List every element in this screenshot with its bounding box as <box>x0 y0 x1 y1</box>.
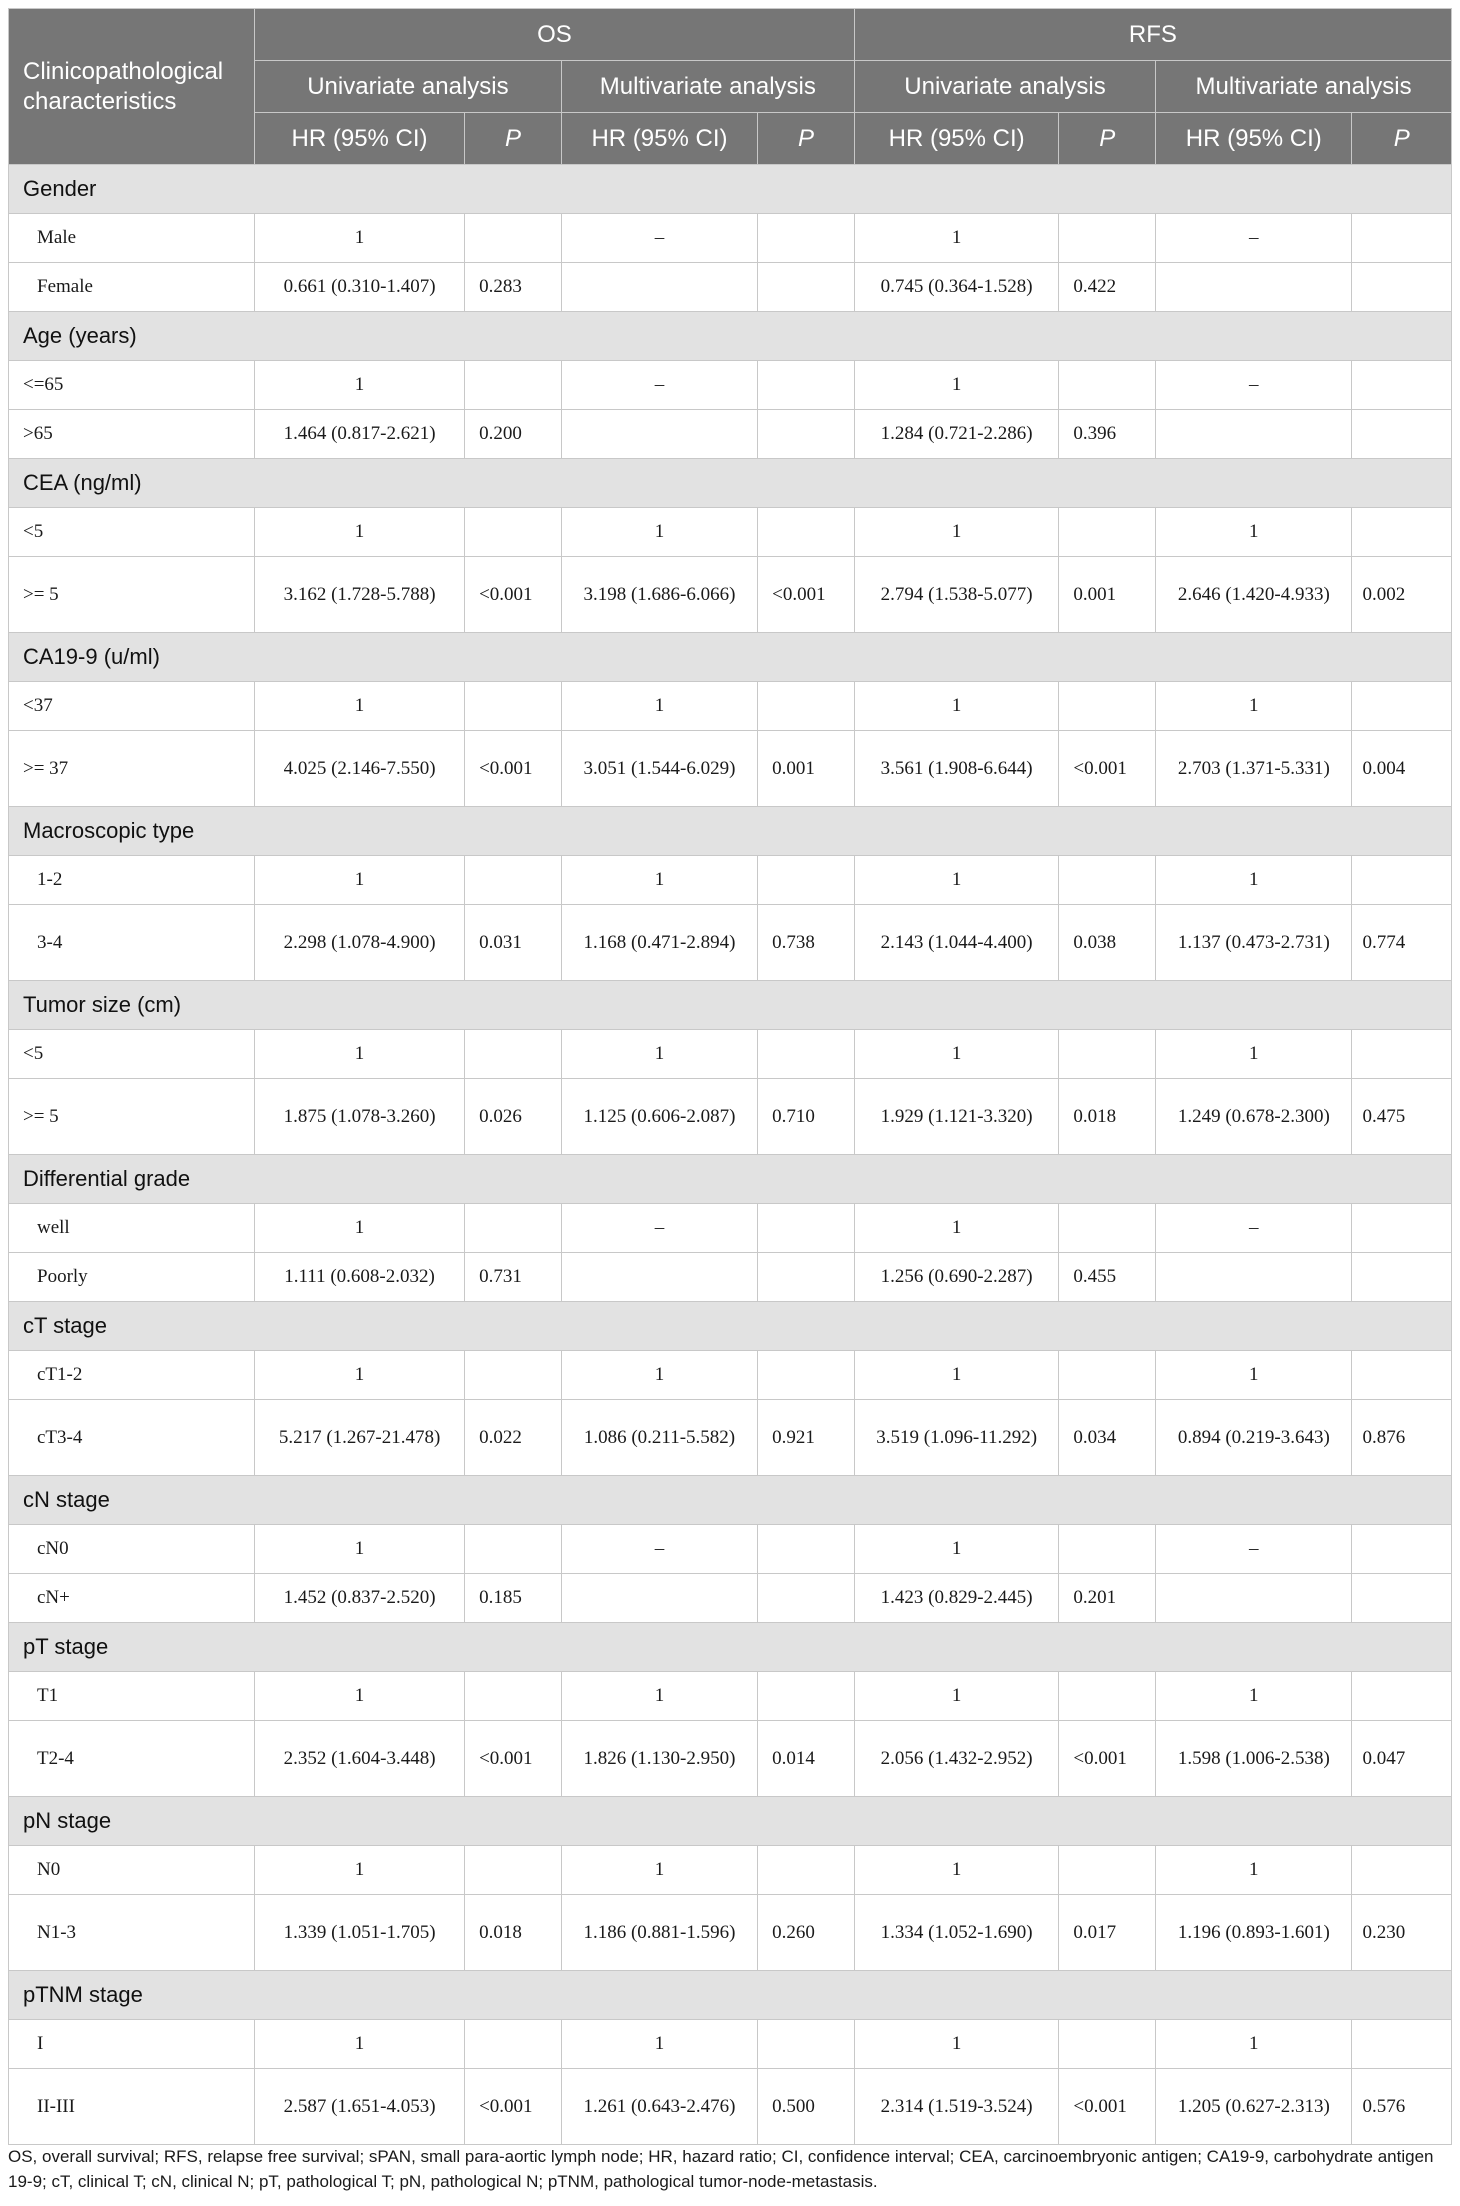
p-value-cell <box>758 1030 855 1079</box>
hr-ci-cell: 1 <box>255 1525 465 1574</box>
p-value-cell <box>1352 1351 1452 1400</box>
hr-ci-cell: 2.646 (1.420-4.933) <box>1156 557 1352 633</box>
hr-ci-cell: 1 <box>561 1351 757 1400</box>
hr-ci-cell: 1.137 (0.473-2.731) <box>1156 905 1352 981</box>
section-title: cN stage <box>9 1476 1452 1525</box>
hr-ci-cell: 1 <box>561 508 757 557</box>
p-value-cell: 0.396 <box>1059 410 1156 459</box>
row-label: N0 <box>9 1846 255 1895</box>
hr-ci-cell: 1 <box>1156 2020 1352 2069</box>
section-header-row <box>9 1797 1452 1846</box>
p-value-cell <box>1059 2020 1156 2069</box>
hr-ci-cell: 2.056 (1.432-2.952) <box>854 1721 1059 1797</box>
table-row <box>9 361 1452 410</box>
p-value-cell <box>1352 214 1452 263</box>
hr-ci-cell: 1.929 (1.121-3.320) <box>854 1079 1059 1155</box>
row-label: II-III <box>9 2069 255 2145</box>
table-header <box>9 9 1452 165</box>
row-label: 1-2 <box>9 856 255 905</box>
p-value-cell <box>465 2020 562 2069</box>
p-value-cell <box>1352 1253 1452 1302</box>
table-row <box>9 263 1452 312</box>
p-value-cell: 0.001 <box>1059 557 1156 633</box>
group-header-rfs: RFS <box>854 9 1451 61</box>
table-container <box>8 8 1452 2145</box>
hr-ci-cell: 1.086 (0.211-5.582) <box>561 1400 757 1476</box>
row-label: cT1-2 <box>9 1351 255 1400</box>
p-value-cell: <0.001 <box>1059 2069 1156 2145</box>
table-row <box>9 1253 1452 1302</box>
hr-ci-cell: 3.561 (1.908-6.644) <box>854 731 1059 807</box>
hr-ci-cell: 1 <box>854 361 1059 410</box>
row-label: >= 5 <box>9 557 255 633</box>
p-value-cell <box>758 1253 855 1302</box>
hr-ci-cell: 1 <box>255 508 465 557</box>
results-table <box>8 8 1452 2145</box>
p-value-cell <box>1059 1204 1156 1253</box>
hr-ci-cell: 1 <box>1156 1672 1352 1721</box>
hr-ci-cell: 1.261 (0.643-2.476) <box>561 2069 757 2145</box>
table-row <box>9 1846 1452 1895</box>
hr-ci-cell: 1 <box>854 1672 1059 1721</box>
table-row <box>9 856 1452 905</box>
col-header-p: P <box>1352 113 1452 165</box>
hr-ci-cell: 1 <box>255 682 465 731</box>
p-value-cell <box>465 1204 562 1253</box>
p-value-cell: 0.014 <box>758 1721 855 1797</box>
row-label: T1 <box>9 1672 255 1721</box>
p-value-cell <box>1352 1672 1452 1721</box>
p-value-cell <box>465 361 562 410</box>
section-title: Macroscopic type <box>9 807 1452 856</box>
section-title: Tumor size (cm) <box>9 981 1452 1030</box>
table-row <box>9 682 1452 731</box>
hr-ci-cell <box>561 410 757 459</box>
p-value-cell <box>465 1525 562 1574</box>
p-value-cell <box>1352 410 1452 459</box>
hr-ci-cell: – <box>1156 1204 1352 1253</box>
p-value-cell <box>1352 508 1452 557</box>
section-title: pN stage <box>9 1797 1452 1846</box>
table-row <box>9 1030 1452 1079</box>
p-value-cell: 0.283 <box>465 263 562 312</box>
hr-ci-cell: 1 <box>854 682 1059 731</box>
p-value-cell <box>1059 856 1156 905</box>
p-value-cell <box>1352 1574 1452 1623</box>
row-label: Female <box>9 263 255 312</box>
p-value-cell: 0.230 <box>1352 1895 1452 1971</box>
p-value-cell: 0.422 <box>1059 263 1156 312</box>
hr-ci-cell: 1 <box>255 2020 465 2069</box>
hr-ci-cell: 1 <box>561 1846 757 1895</box>
p-value-cell <box>1059 1672 1156 1721</box>
section-header-row <box>9 165 1452 214</box>
table-row <box>9 508 1452 557</box>
hr-ci-cell: 3.162 (1.728-5.788) <box>255 557 465 633</box>
hr-ci-cell: 0.894 (0.219-3.643) <box>1156 1400 1352 1476</box>
hr-ci-cell: 1.205 (0.627-2.313) <box>1156 2069 1352 2145</box>
hr-ci-cell: 1.168 (0.471-2.894) <box>561 905 757 981</box>
hr-ci-cell: 1.125 (0.606-2.087) <box>561 1079 757 1155</box>
section-title: Gender <box>9 165 1452 214</box>
p-value-cell <box>1352 682 1452 731</box>
p-value-cell: 0.022 <box>465 1400 562 1476</box>
hr-ci-cell: 3.051 (1.544-6.029) <box>561 731 757 807</box>
section-title: Differential grade <box>9 1155 1452 1204</box>
hr-ci-cell: – <box>561 1204 757 1253</box>
hr-ci-cell: 1.452 (0.837-2.520) <box>255 1574 465 1623</box>
p-value-cell: 0.876 <box>1352 1400 1452 1476</box>
col-header-hr: HR (95% CI) <box>561 113 757 165</box>
table-body <box>9 165 1452 2145</box>
p-value-cell <box>758 682 855 731</box>
table-row <box>9 731 1452 807</box>
hr-ci-cell: – <box>1156 361 1352 410</box>
row-label: cN+ <box>9 1574 255 1623</box>
p-value-cell <box>758 2020 855 2069</box>
p-value-cell <box>1352 2020 1452 2069</box>
hr-ci-cell: – <box>561 361 757 410</box>
row-label: <37 <box>9 682 255 731</box>
hr-ci-cell: 1 <box>1156 856 1352 905</box>
hr-ci-cell: 2.352 (1.604-3.448) <box>255 1721 465 1797</box>
p-value-cell <box>758 508 855 557</box>
hr-ci-cell <box>561 1253 757 1302</box>
p-value-cell <box>758 1351 855 1400</box>
hr-ci-cell: – <box>561 214 757 263</box>
p-value-cell <box>1352 1846 1452 1895</box>
p-value-cell: 0.731 <box>465 1253 562 1302</box>
row-label: <=65 <box>9 361 255 410</box>
section-title: Age (years) <box>9 312 1452 361</box>
hr-ci-cell: 1 <box>1156 1846 1352 1895</box>
hr-ci-cell: 5.217 (1.267-21.478) <box>255 1400 465 1476</box>
p-value-cell <box>465 214 562 263</box>
table-row <box>9 1525 1452 1574</box>
hr-ci-cell: 1 <box>1156 1351 1352 1400</box>
p-value-cell: 0.921 <box>758 1400 855 1476</box>
p-value-cell <box>758 410 855 459</box>
p-value-cell <box>465 1030 562 1079</box>
hr-ci-cell: 1 <box>854 508 1059 557</box>
hr-ci-cell: 1 <box>255 214 465 263</box>
p-value-cell: 0.026 <box>465 1079 562 1155</box>
p-value-cell: 0.774 <box>1352 905 1452 981</box>
table-row <box>9 1351 1452 1400</box>
section-header-row <box>9 1971 1452 2020</box>
p-value-cell <box>1352 856 1452 905</box>
p-value-cell: 0.185 <box>465 1574 562 1623</box>
hr-ci-cell: 1 <box>854 856 1059 905</box>
hr-ci-cell: – <box>561 1525 757 1574</box>
p-value-cell <box>758 361 855 410</box>
p-value-cell: 0.201 <box>1059 1574 1156 1623</box>
p-value-cell <box>1059 508 1156 557</box>
p-value-cell: <0.001 <box>1059 731 1156 807</box>
p-value-cell <box>1352 1030 1452 1079</box>
col-header-hr: HR (95% CI) <box>1156 113 1352 165</box>
p-value-cell <box>465 1351 562 1400</box>
p-value-cell <box>1352 1204 1452 1253</box>
hr-ci-cell: 1.598 (1.006-2.538) <box>1156 1721 1352 1797</box>
p-value-cell <box>1059 1030 1156 1079</box>
hr-ci-cell: 1.186 (0.881-1.596) <box>561 1895 757 1971</box>
hr-ci-cell: 1.111 (0.608-2.032) <box>255 1253 465 1302</box>
row-label: I <box>9 2020 255 2069</box>
p-value-cell <box>1352 361 1452 410</box>
hr-ci-cell <box>561 263 757 312</box>
section-header-row <box>9 981 1452 1030</box>
section-title: CEA (ng/ml) <box>9 459 1452 508</box>
hr-ci-cell: 1 <box>255 1672 465 1721</box>
p-value-cell: <0.001 <box>1059 1721 1156 1797</box>
hr-ci-cell: – <box>1156 1525 1352 1574</box>
col-header-p: P <box>1059 113 1156 165</box>
hr-ci-cell: 0.661 (0.310-1.407) <box>255 263 465 312</box>
section-header-row <box>9 1623 1452 1672</box>
p-value-cell: <0.001 <box>758 557 855 633</box>
hr-ci-cell: 1.284 (0.721-2.286) <box>854 410 1059 459</box>
p-value-cell: 0.018 <box>1059 1079 1156 1155</box>
row-label: >65 <box>9 410 255 459</box>
p-value-cell <box>758 856 855 905</box>
hr-ci-cell: 1 <box>561 1030 757 1079</box>
col-header-hr: HR (95% CI) <box>255 113 465 165</box>
section-header-row <box>9 807 1452 856</box>
hr-ci-cell: 1 <box>1156 508 1352 557</box>
p-value-cell: 0.710 <box>758 1079 855 1155</box>
section-header-row <box>9 1302 1452 1351</box>
row-label: <5 <box>9 508 255 557</box>
p-value-cell <box>465 856 562 905</box>
analysis-header: Multivariate analysis <box>1156 61 1452 113</box>
hr-ci-cell: 1.464 (0.817-2.621) <box>255 410 465 459</box>
p-value-cell <box>758 1525 855 1574</box>
hr-ci-cell: 1 <box>854 2020 1059 2069</box>
table-row <box>9 2020 1452 2069</box>
p-value-cell <box>758 1846 855 1895</box>
hr-ci-cell: 1.196 (0.893-1.601) <box>1156 1895 1352 1971</box>
table-row <box>9 214 1452 263</box>
hr-ci-cell <box>1156 1574 1352 1623</box>
section-header-row <box>9 1476 1452 1525</box>
p-value-cell <box>1352 1525 1452 1574</box>
p-value-cell: 0.260 <box>758 1895 855 1971</box>
hr-ci-cell: 1 <box>561 1672 757 1721</box>
hr-ci-cell: 1.875 (1.078-3.260) <box>255 1079 465 1155</box>
p-value-cell <box>465 1846 562 1895</box>
hr-ci-cell: 1 <box>255 361 465 410</box>
hr-ci-cell: 1 <box>854 1030 1059 1079</box>
p-value-cell: 0.004 <box>1352 731 1452 807</box>
hr-ci-cell: 4.025 (2.146-7.550) <box>255 731 465 807</box>
row-label: T2-4 <box>9 1721 255 1797</box>
p-value-cell <box>1059 682 1156 731</box>
hr-ci-cell: 1 <box>1156 1030 1352 1079</box>
hr-ci-cell: 1.256 (0.690-2.287) <box>854 1253 1059 1302</box>
row-label: Male <box>9 214 255 263</box>
row-label: Poorly <box>9 1253 255 1302</box>
row-label: >= 37 <box>9 731 255 807</box>
hr-ci-cell: 1 <box>854 1351 1059 1400</box>
p-value-cell <box>758 1574 855 1623</box>
p-value-cell <box>1352 263 1452 312</box>
hr-ci-cell: – <box>1156 214 1352 263</box>
p-value-cell: 0.500 <box>758 2069 855 2145</box>
col-header-p: P <box>465 113 562 165</box>
p-value-cell <box>758 1672 855 1721</box>
table-row <box>9 1721 1452 1797</box>
hr-ci-cell <box>1156 263 1352 312</box>
col-header-p: P <box>758 113 855 165</box>
hr-ci-cell: 2.794 (1.538-5.077) <box>854 557 1059 633</box>
hr-ci-cell: 3.519 (1.096-11.292) <box>854 1400 1059 1476</box>
hr-ci-cell: 1 <box>854 1525 1059 1574</box>
p-value-cell <box>1059 361 1156 410</box>
hr-ci-cell: 1 <box>255 1204 465 1253</box>
hr-ci-cell: 1 <box>255 1030 465 1079</box>
hr-ci-cell: 1 <box>854 214 1059 263</box>
hr-ci-cell: 1 <box>561 2020 757 2069</box>
hr-ci-cell: 2.143 (1.044-4.400) <box>854 905 1059 981</box>
hr-ci-cell: 1.334 (1.052-1.690) <box>854 1895 1059 1971</box>
p-value-cell <box>465 682 562 731</box>
p-value-cell: 0.001 <box>758 731 855 807</box>
hr-ci-cell: 1 <box>255 856 465 905</box>
p-value-cell <box>758 214 855 263</box>
hr-ci-cell: 1 <box>255 1846 465 1895</box>
analysis-header: Multivariate analysis <box>561 61 854 113</box>
p-value-cell <box>465 1672 562 1721</box>
hr-ci-cell: 1 <box>1156 682 1352 731</box>
p-value-cell: 0.018 <box>465 1895 562 1971</box>
p-value-cell <box>1059 1846 1156 1895</box>
hr-ci-cell: 2.298 (1.078-4.900) <box>255 905 465 981</box>
hr-ci-cell: 1.826 (1.130-2.950) <box>561 1721 757 1797</box>
section-title: CA19-9 (u/ml) <box>9 633 1452 682</box>
analysis-header: Univariate analysis <box>854 61 1155 113</box>
p-value-cell: <0.001 <box>465 557 562 633</box>
p-value-cell <box>465 508 562 557</box>
p-value-cell: 0.576 <box>1352 2069 1452 2145</box>
p-value-cell: 0.038 <box>1059 905 1156 981</box>
group-header-os: OS <box>255 9 855 61</box>
hr-ci-cell: 1.339 (1.051-1.705) <box>255 1895 465 1971</box>
row-label: >= 5 <box>9 1079 255 1155</box>
row-label: well <box>9 1204 255 1253</box>
table-row <box>9 557 1452 633</box>
p-value-cell: <0.001 <box>465 2069 562 2145</box>
p-value-cell: 0.034 <box>1059 1400 1156 1476</box>
section-title: pTNM stage <box>9 1971 1452 2020</box>
hr-ci-cell: 1 <box>854 1204 1059 1253</box>
hr-ci-cell: 1 <box>255 1351 465 1400</box>
p-value-cell: 0.031 <box>465 905 562 981</box>
table-row <box>9 1895 1452 1971</box>
table-row <box>9 1400 1452 1476</box>
p-value-cell: 0.200 <box>465 410 562 459</box>
p-value-cell <box>758 263 855 312</box>
section-header-row <box>9 1155 1452 1204</box>
p-value-cell: 0.738 <box>758 905 855 981</box>
row-label: 3-4 <box>9 905 255 981</box>
hr-ci-cell: 0.745 (0.364-1.528) <box>854 263 1059 312</box>
hr-ci-cell: 1 <box>561 682 757 731</box>
section-header-row <box>9 312 1452 361</box>
section-title: cT stage <box>9 1302 1452 1351</box>
p-value-cell: <0.001 <box>465 731 562 807</box>
analysis-header: Univariate analysis <box>255 61 562 113</box>
table-footnote: OS, overall survival; RFS, relapse free survival; sPAN, small para-aortic lymph node; HR, hazard ratio; CI, confidence interval; CEA, carcinoembryonic antigen; CA19-9, carbohydrate antigen 19-9; cT, clinical T; cN, clinical N; pT, pathological T; pN, pathological N; pTNM, pathological tumor-node-metastasis. <box>8 2147 1434 2191</box>
table-row <box>9 1204 1452 1253</box>
col-header-hr: HR (95% CI) <box>854 113 1059 165</box>
p-value-cell <box>758 1204 855 1253</box>
p-value-cell <box>1059 214 1156 263</box>
table-row <box>9 1574 1452 1623</box>
row-label: cT3-4 <box>9 1400 255 1476</box>
p-value-cell <box>1059 1351 1156 1400</box>
hr-ci-cell: 1 <box>854 1846 1059 1895</box>
table-row <box>9 1079 1452 1155</box>
section-header-row <box>9 459 1452 508</box>
table-row <box>9 410 1452 459</box>
hr-ci-cell <box>561 1574 757 1623</box>
hr-ci-cell: 3.198 (1.686-6.066) <box>561 557 757 633</box>
p-value-cell <box>1059 1525 1156 1574</box>
p-value-cell: 0.455 <box>1059 1253 1156 1302</box>
hr-ci-cell: 1.423 (0.829-2.445) <box>854 1574 1059 1623</box>
section-header-row <box>9 633 1452 682</box>
hr-ci-cell: 2.703 (1.371-5.331) <box>1156 731 1352 807</box>
hr-ci-cell: 2.587 (1.651-4.053) <box>255 2069 465 2145</box>
table-row <box>9 2069 1452 2145</box>
p-value-cell: 0.002 <box>1352 557 1452 633</box>
row-label: cN0 <box>9 1525 255 1574</box>
hr-ci-cell <box>1156 410 1352 459</box>
p-value-cell: 0.017 <box>1059 1895 1156 1971</box>
hr-ci-cell <box>1156 1253 1352 1302</box>
p-value-cell: <0.001 <box>465 1721 562 1797</box>
p-value-cell: 0.475 <box>1352 1079 1452 1155</box>
section-title: pT stage <box>9 1623 1452 1672</box>
hr-ci-cell: 1.249 (0.678-2.300) <box>1156 1079 1352 1155</box>
row-label: <5 <box>9 1030 255 1079</box>
row-label: N1-3 <box>9 1895 255 1971</box>
table-row <box>9 1672 1452 1721</box>
table-row <box>9 905 1452 981</box>
hr-ci-cell: 2.314 (1.519-3.524) <box>854 2069 1059 2145</box>
stub-header: Clinicopathological characteristics <box>9 9 255 165</box>
hr-ci-cell: 1 <box>561 856 757 905</box>
p-value-cell: 0.047 <box>1352 1721 1452 1797</box>
